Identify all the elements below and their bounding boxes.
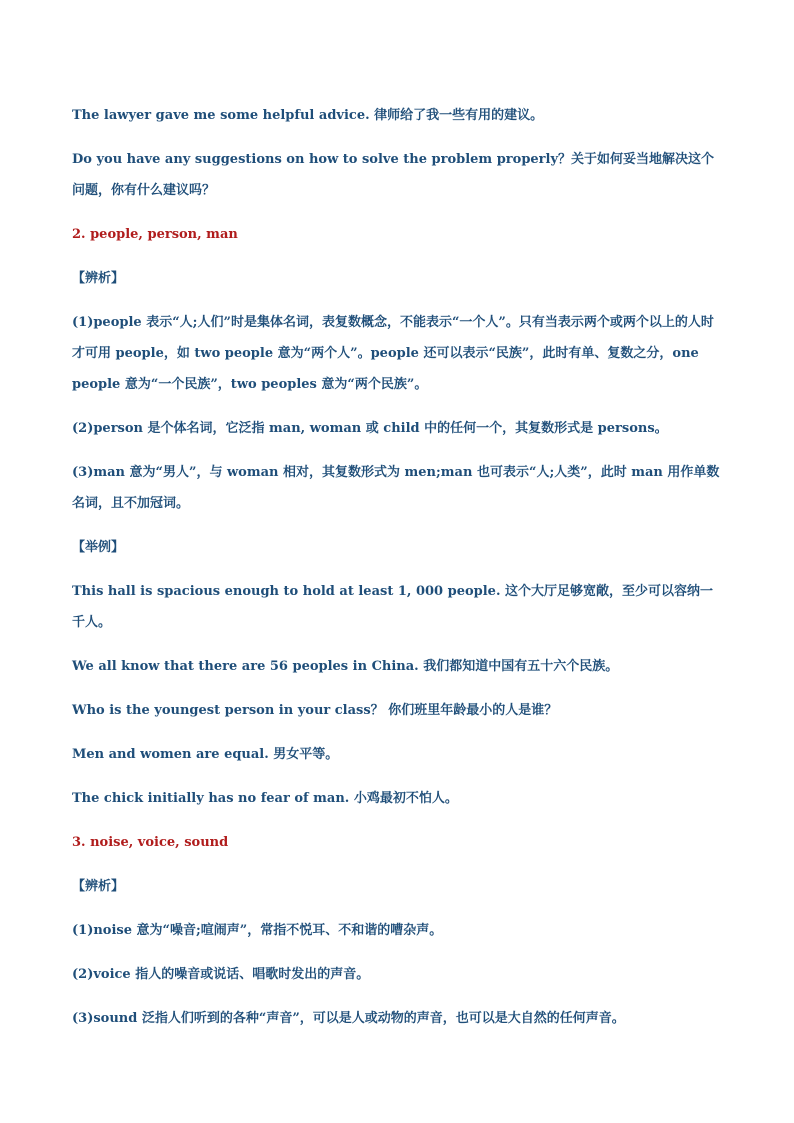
example-sentence-equal: Men and women are equal. 男女平等。	[72, 747, 339, 762]
example-sentence-suggestions: Do you have any suggestions on how to solve the problem properly？关于如何妥当地解决这个问题，你有什么建议吗？	[72, 152, 715, 198]
analysis-label: 【辨析】	[72, 271, 125, 286]
example-sentence-chick: The chick initially has no fear of man. 小鸡最初不怕人。	[72, 791, 458, 806]
example-sentence-youngest: Who is the youngest person in your class？ 你们班里年龄最小的人是谁？	[72, 703, 558, 718]
analysis-point-person: (2)person 是个体名词，它泛指 man, woman 或 child 中的任何一个，其复数形式是 persons。	[72, 421, 668, 436]
analysis-point-sound: (3)sound 泛指人们听到的各种“声音”，可以是人或动物的声音，也可以是大自然的任何声音。	[72, 1011, 625, 1026]
section-heading-noise-voice-sound: 3. noise, voice, sound	[72, 835, 229, 850]
analysis-label-2: 【辨析】	[72, 879, 125, 894]
analysis-point-noise: (1)noise 意为“噪音;喧闹声”，常指不悦耳、不和谐的嘈杂声。	[72, 923, 443, 938]
example-sentence-advice: The lawyer gave me some helpful advice. 律师给了我一些有用的建议。	[72, 108, 544, 123]
document-body	[72, 100, 724, 1034]
analysis-point-people: (1)people 表示“人;人们”时是集体名词，表复数概念，不能表示“一个人”。只有当表示两个或两个以上的人时才可用 people，如 two people 意为“两个人”。people 还可以表示“民族”，此时有单、复数之分，one people 意为“一个民族”，two peoples 意为“两个民族”。	[72, 315, 714, 392]
example-sentence-hall: This hall is spacious enough to hold at least 1, 000 people. 这个大厅足够宽敞，至少可以容纳一千人。	[72, 584, 713, 630]
section-heading-people-person-man: 2. people, person, man	[72, 227, 238, 242]
example-label: 【举例】	[72, 540, 125, 555]
example-sentence-peoples: We all know that there are 56 peoples in China. 我们都知道中国有五十六个民族。	[72, 659, 619, 674]
analysis-point-voice: (2)voice 指人的噪音或说话、唱歌时发出的声音。	[72, 967, 370, 982]
analysis-point-man: (3)man 意为“男人”，与 woman 相对，其复数形式为 men;man 也可表示“人;人类”，此时 man 用作单数名词，且不加冠词。	[72, 465, 720, 511]
